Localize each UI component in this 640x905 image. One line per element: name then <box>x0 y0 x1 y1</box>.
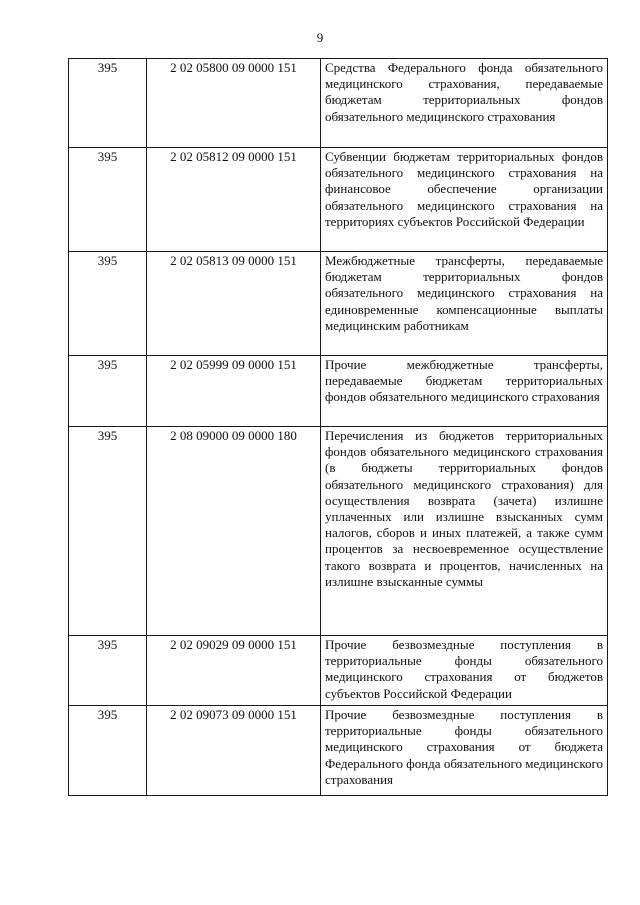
revenue-name-cell: Перечисления из бюджетов территориальных фондов обязательного медицинского страхования (в бюджеты территориальных фондов обязательного медицинского страхования) для осуществления возврата (зачета) излишне уплаченных или излишне взысканных сумм налогов, сборов и иных платежей, а также сумм процентов за несвоевременное осуществление такого возврата и процентов, начисленных на излишне взысканные суммы <box>321 427 608 636</box>
page-number: 9 <box>316 30 324 45</box>
budget-code-cell: 2 02 05800 09 0000 151 <box>147 59 321 148</box>
admin-code-cell: 395 <box>69 356 147 427</box>
revenue-name-cell: Межбюджетные трансферты, передаваемые бюджетам территориальных фондов обязательного медицинского страхования на единовременные компенсационные выплаты медицинским работникам <box>321 252 608 356</box>
revenue-name-cell: Прочие безвозмездные поступления в территориальные фонды обязательного медицинского страхования от бюджета Федерального фонда обязательного медицинского страхования <box>321 706 608 796</box>
admin-code-cell: 395 <box>69 427 147 636</box>
revenue-name-cell: Субвенции бюджетам территориальных фондов обязательного медицинского страхования на финансовое обеспечение организации обязательного медицинского страхования на территориях субъектов Российской Федерации <box>321 148 608 252</box>
revenue-name-cell: Прочие безвозмездные поступления в территориальные фонды обязательного медицинского страхования от бюджетов субъектов Российской Федерации <box>321 636 608 706</box>
budget-code-cell: 2 02 05999 09 0000 151 <box>147 356 321 427</box>
table-row <box>69 636 608 706</box>
admin-code-cell: 395 <box>69 59 147 148</box>
budget-classification-table <box>68 58 608 796</box>
table-row <box>69 252 608 356</box>
admin-code-cell: 395 <box>69 706 147 796</box>
budget-code-cell: 2 02 05813 09 0000 151 <box>147 252 321 356</box>
budget-code-cell: 2 02 05812 09 0000 151 <box>147 148 321 252</box>
table-row <box>69 59 608 148</box>
budget-code-cell: 2 02 09029 09 0000 151 <box>147 636 321 706</box>
admin-code-cell: 395 <box>69 636 147 706</box>
table-row <box>69 148 608 252</box>
budget-code-cell: 2 08 09000 09 0000 180 <box>147 427 321 636</box>
budget-code-cell: 2 02 09073 09 0000 151 <box>147 706 321 796</box>
admin-code-cell: 395 <box>69 148 147 252</box>
revenue-name-cell: Средства Федерального фонда обязательного медицинского страхования, передаваемые бюджетам территориальных фондов обязательного медицинского страхования <box>321 59 608 148</box>
admin-code-cell: 395 <box>69 252 147 356</box>
revenue-name-cell: Прочие межбюджетные трансферты, передаваемые бюджетам территориальных фондов обязательного медицинского страхования <box>321 356 608 427</box>
table-row <box>69 427 608 636</box>
table-row <box>69 706 608 796</box>
table-row <box>69 356 608 427</box>
